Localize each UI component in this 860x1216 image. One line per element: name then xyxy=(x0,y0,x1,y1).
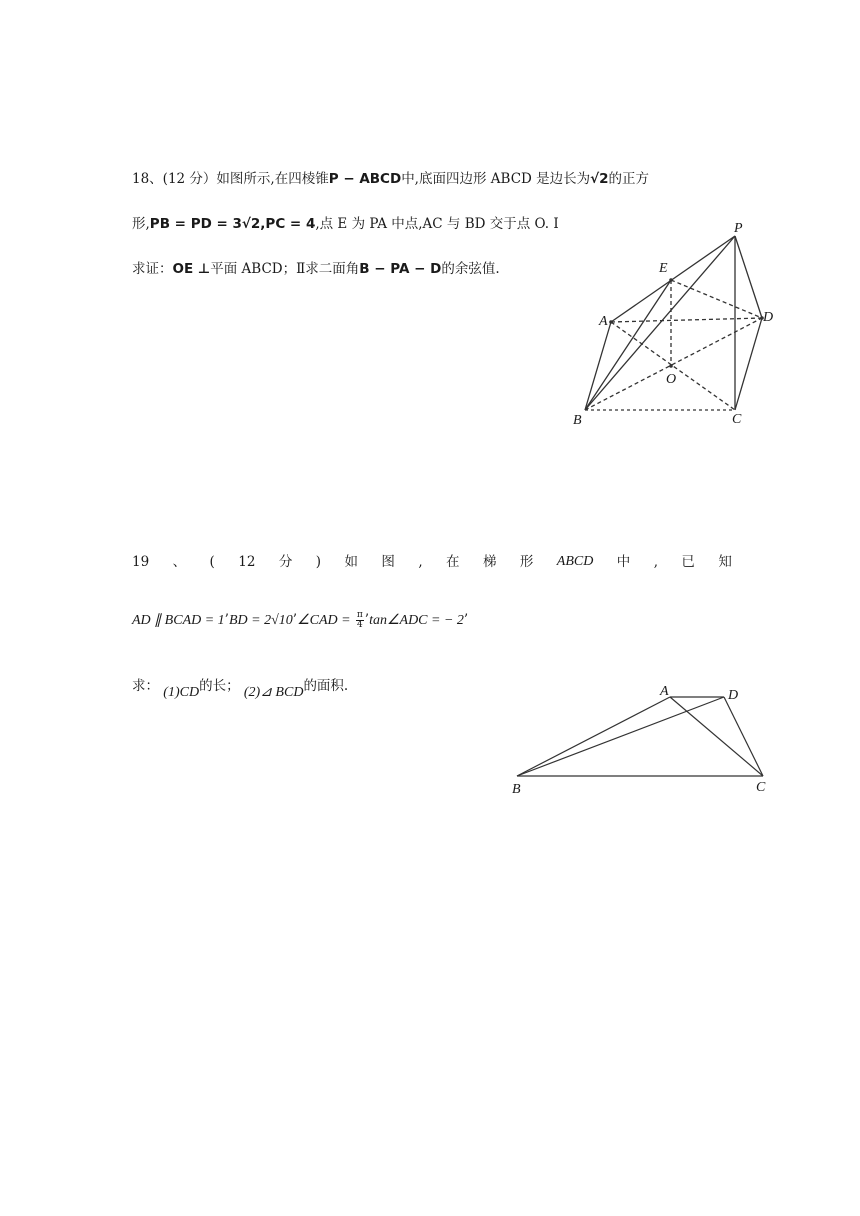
label-d: D xyxy=(728,688,739,703)
pyramid-figure xyxy=(560,215,790,430)
math-pb-pd: PB = PD = 3√2 xyxy=(149,216,261,232)
math-b-pa-d: B − PA − D xyxy=(359,261,442,277)
q18-line-3: 求证：OE ⊥平面 ABCD；Ⅱ求二面角B − PA − D的余弦值. xyxy=(132,261,500,277)
q18-line-2: 形,PB = PD = 3√2,PC = 4,点 E 为 PA 中点,AC 与 BD 交于点 O. Ⅰ xyxy=(132,216,559,232)
trapezoid-figure xyxy=(505,680,785,800)
edge-ab xyxy=(517,697,670,776)
diag-bd xyxy=(517,697,724,776)
edge-be xyxy=(585,280,671,410)
label-d: D xyxy=(763,310,774,325)
fraction-pi-over-4: $\frac{\pi}{4}$ xyxy=(356,610,363,630)
math-sqrt2: √2 xyxy=(590,171,609,187)
math-p-abcd: P − ABCD xyxy=(328,171,402,187)
edge-pd xyxy=(735,236,762,318)
q19-ask: 求： (1)CD的长； (2)⊿ BCD的面积. xyxy=(132,678,349,700)
label-b: B xyxy=(573,413,582,428)
math-pc: ,PC = 4 xyxy=(260,216,316,232)
q19-conditions: AD ∥ BCAD = 1’BD = 2√10’∠CAD = $\frac{\pi}{4}$ ’tan∠ADC = − 2’ xyxy=(132,610,469,630)
label-p: P xyxy=(734,221,743,236)
label-o: O xyxy=(666,372,677,387)
edge-ad xyxy=(611,318,762,322)
edge-ab xyxy=(585,322,611,410)
seg-ed xyxy=(671,280,762,318)
label-c: C xyxy=(756,780,766,795)
edge-pa xyxy=(611,236,735,322)
diag-ac xyxy=(611,322,735,410)
label-e: E xyxy=(659,261,668,276)
label-b: B xyxy=(512,782,521,797)
q18-line-1: 18、(12 分）如图所示,在四棱锥P − ABCD中,底面四边形 ABCD 是边长为√2的正方 xyxy=(132,171,650,187)
label-c: C xyxy=(732,412,742,427)
q19-header: 19 、 ( 12 分 ) 如 图 , 在 梯 形 ABCD 中 , 已 知 xyxy=(132,554,732,570)
math-oe-perp: OE ⊥ xyxy=(172,261,211,277)
edge-dc xyxy=(724,697,763,776)
label-a: A xyxy=(599,314,608,329)
diag-ac xyxy=(670,697,763,776)
edge-dc xyxy=(735,318,762,410)
label-a: A xyxy=(660,684,669,699)
